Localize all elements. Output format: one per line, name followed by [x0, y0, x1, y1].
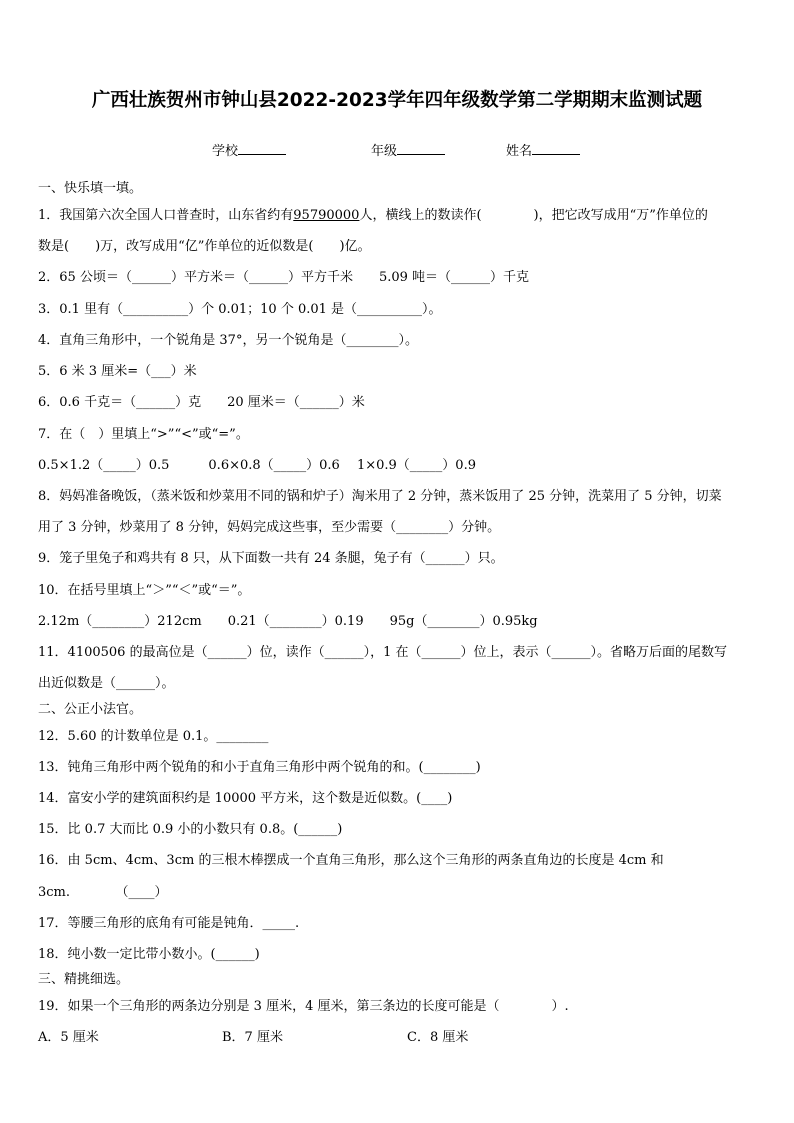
question-3: 3．0.1 里有（__________）个 0.01；10 个 0.01 是（__________）。 — [38, 302, 442, 317]
section-heading-2: 二、公正小法官。 — [38, 702, 143, 717]
school-field — [212, 140, 286, 159]
question-17: 17．等腰三角形的底角有可能是钝角．_____. — [38, 916, 300, 931]
question-18: 18．纯小数一定比带小数小。(______) — [38, 947, 260, 962]
question-13: 13．钝角三角形中两个锐角的和小于直角三角形中两个锐角的和。(________) — [38, 760, 481, 775]
school-blank — [238, 141, 286, 155]
question-5: 5．6 米 3 厘米=（___）米 — [38, 364, 197, 379]
question-2: 2．65 公顷＝（______）平方米＝（______）平方千米 5.09 吨＝（______）千克 — [38, 270, 530, 285]
name-blank — [532, 141, 580, 155]
question-16-line-1: 16．由 5cm、4cm、3cm 的三根木棒摆成一个直角三角形，那么这个三角形的两条直角边的长度是 4cm 和 — [38, 853, 664, 868]
question-14: 14．富安小学的建筑面积约是 10000 平方米，这个数是近似数。(____) — [38, 791, 453, 806]
question-10-items: 2.12m（________）212cm 0.21（________）0.19 95g（________）0.95kg — [38, 614, 538, 629]
question-4: 4．直角三角形中，一个锐角是 37°，另一个锐角是（________）。 — [38, 333, 418, 348]
question-11-line-2: 出近似数是（______）。 — [38, 676, 175, 691]
question-8-line-2: 用了 3 分钟，炒菜用了 8 分钟，妈妈完成这些事，至少需要（________）分钟。 — [38, 520, 501, 535]
question-1-text-b: 人，横线上的数读作( )，把它改写成用“万”作单位的 — [359, 208, 708, 223]
question-19-option-a: A．5 厘米 — [38, 1030, 99, 1045]
question-9: 9．笼子里兔子和鸡共有 8 只，从下面数一共有 24 条腿，兔子有（______）只。 — [38, 551, 504, 566]
question-10: 10．在括号里填上“＞”“＜”或“＝”。 — [38, 583, 251, 598]
question-19-option-b: B．7 厘米 — [222, 1030, 283, 1045]
name-label: 姓名 — [506, 144, 533, 159]
question-16-line-2: 3cm. （____） — [38, 885, 168, 900]
question-7: 7．在（ ）里填上“>”“<”或“=”。 — [38, 427, 249, 442]
question-1-number: 95790000 — [293, 208, 360, 223]
question-8-line-1: 8．妈妈准备晚饭，（蒸米饭和炒菜用不同的锅和炉子）淘米用了 2 分钟，蒸米饭用了 25 分钟，洗菜用了 5 分钟，切菜 — [38, 489, 722, 504]
question-1-line-2: 数是( )万，改写成用“亿”作单位的近似数是( )亿。 — [38, 239, 371, 254]
grade-label: 年级 — [371, 144, 398, 159]
grade-blank — [397, 141, 445, 155]
question-11-line-1: 11．4100506 的最高位是（______）位，读作（______），1 在（______）位上，表示（______）。省略万后面的尾数写 — [38, 645, 727, 660]
grade-field — [371, 140, 445, 159]
section-heading-3: 三、精挑细选。 — [38, 972, 130, 987]
page-title: 广西壮族贺州市钟山县2022-2023学年四年级数学第二学期期末监测试题 — [91, 90, 703, 111]
question-19: 19．如果一个三角形的两条边分别是 3 厘米，4 厘米，第三条边的长度可能是（ ）. — [38, 999, 569, 1014]
section-heading-1: 一、快乐填一填。 — [38, 181, 143, 196]
question-1-text-a: 1．我国第六次全国人口普查时，山东省约有 — [38, 208, 294, 223]
question-7-items: 0.5×1.2（_____）0.5 0.6×0.8（_____）0.6 1×0.9（_____）0.9 — [38, 458, 476, 473]
school-label: 学校 — [212, 144, 239, 159]
question-1-line-1 — [38, 208, 708, 224]
question-15: 15．比 0.7 大而比 0.9 小的小数只有 0.8。(______) — [38, 822, 343, 837]
question-12: 12．5.60 的计数单位是 0.1。________ — [38, 729, 269, 744]
question-19-option-c: C．8 厘米 — [407, 1030, 469, 1045]
name-field — [506, 140, 580, 159]
question-6: 6．0.6 千克＝（______）克 20 厘米＝（______）米 — [38, 395, 365, 410]
